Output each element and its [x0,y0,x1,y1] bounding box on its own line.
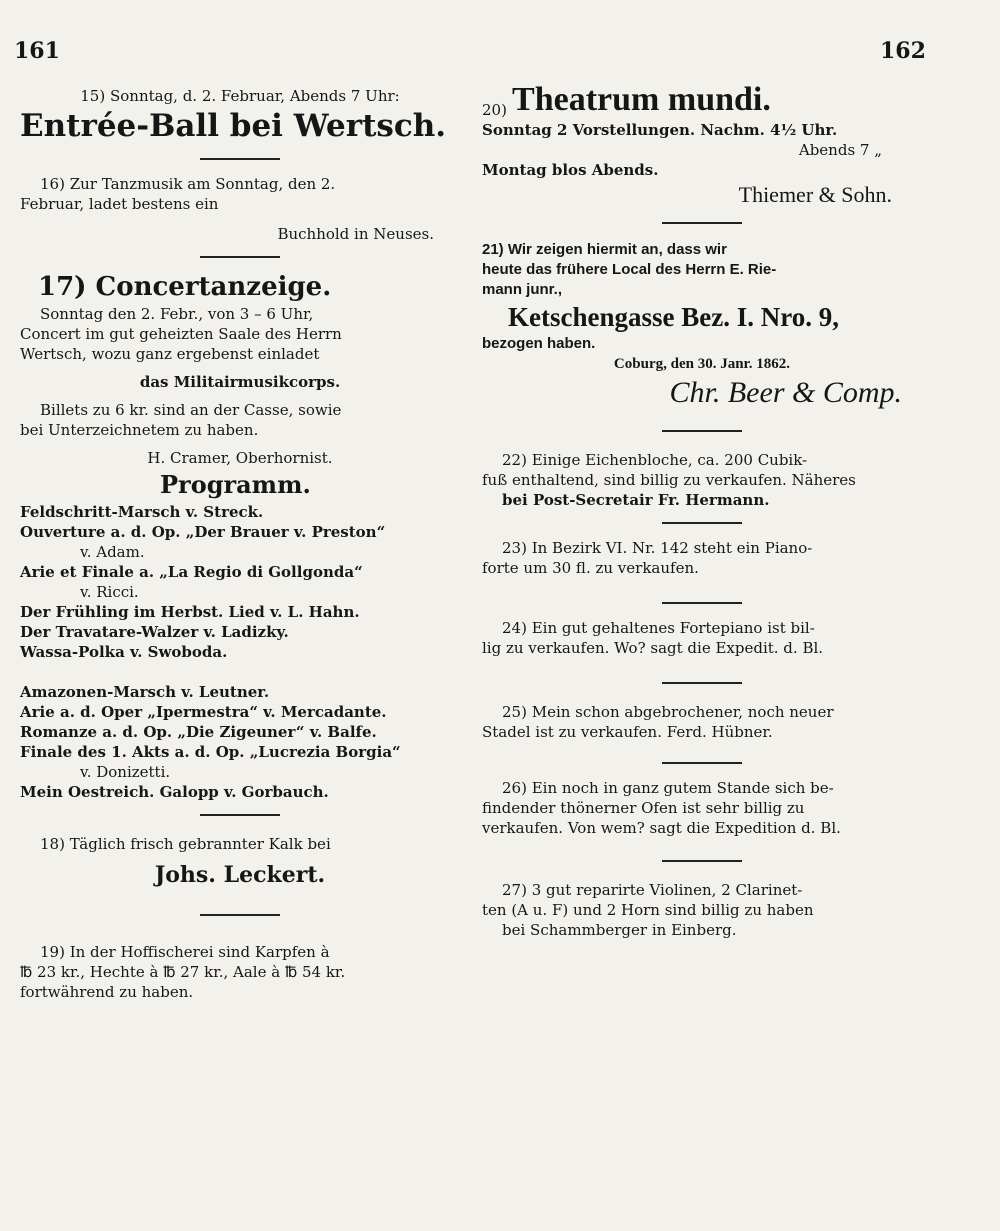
ad-21-signature: Chr. Beer & Comp. [669,376,902,409]
left-column [20,80,460,1002]
divider [662,860,742,862]
ad-17-signature: H. Cramer, Oberhornist. [147,449,333,467]
program-list [20,502,460,802]
ad-20-title: Theatrum mundi. [512,81,771,118]
ad-19 [20,942,460,1002]
divider [662,522,742,524]
ad-20-header [482,80,922,120]
ad-22 [482,450,922,510]
program-item: Der Frühling im Herbst. Lied v. L. Hahn. [20,603,360,621]
ad-18 [20,834,460,890]
program-item: Arie a. d. Oper „Ipermestra“ v. Mercadante. [20,703,387,721]
program-item: v. Ricci. [80,583,139,601]
ad-24 [482,618,922,658]
right-column [482,80,922,940]
page-number-left: 161 [14,38,60,64]
program-item: Ouverture a. d. Op. „Der Brauer v. Preston“ [20,523,386,541]
ad-19-line-3: fortwährend zu haben. [20,983,194,1001]
ad-17-line-3: Wertsch, wozu ganz ergebenst einladet [20,345,320,363]
ad-21-address: Ketschengasse Bez. I. Nro. 9, [508,302,839,332]
ad-21-line-4: bezogen haben. [482,335,596,352]
program-item-spacer [20,662,460,682]
ad-23-line-2: forte um 30 fl. zu verkaufen. [482,559,699,577]
divider [200,158,280,160]
ad-15-title: Entrée-Ball bei Wertsch. [20,108,447,144]
ad-21-line-1: 21) Wir zeigen hiermit an, dass wir [482,241,727,258]
ad-26-line-2: findender thönerner Ofen ist sehr billig zu [482,799,805,817]
ad-22-line-1: 22) Einige Eichenbloche, ca. 200 Cubik- [502,451,808,469]
ad-16-signature: Buchhold in Neuses. [277,225,434,243]
program-heading: Programm. [160,470,311,499]
program-item: Amazonen-Marsch v. Leutner. [20,683,270,701]
ad-22-line-3: bei Post-Secretair Fr. Hermann. [502,491,770,509]
ad-21-line-3: mann junr., [482,281,563,298]
ad-27-line-1: 27) 3 gut reparirte Violinen, 2 Clarinet- [502,881,803,899]
ad-17-line-1: Sonntag den 2. Febr., von 3 – 6 Uhr, [40,305,314,323]
ad-27-line-3: bei Schammberger in Einberg. [502,921,737,939]
ad-19-line-1: 19) In der Hoffischerei sind Karpfen à [40,943,330,961]
ad-25-line-2: Stadel ist zu verkaufen. Ferd. Hübner. [482,723,773,741]
program-item: v. Adam. [80,543,145,561]
ad-23 [482,538,922,578]
ad-22-line-2: fuß enthaltend, sind billig zu verkaufen. Näheres [482,471,856,489]
program-item: Mein Oestreich. Galopp v. Gorbauch. [20,783,329,801]
program-item: v. Donizetti. [80,763,171,781]
program-item: Arie et Finale a. „La Regio di Gollgonda“ [20,563,363,581]
ad-17-title: 17) Concertanzeige. [38,272,332,302]
ad-23-line-1: 23) In Bezirk VI. Nr. 142 steht ein Piano- [502,539,813,557]
program-item: Feldschritt-Marsch v. Streck. [20,503,264,521]
program-item: Finale des 1. Akts a. d. Op. „Lucrezia Borgia“ [20,743,401,761]
ad-27-line-2: ten (A u. F) und 2 Horn sind billig zu haben [482,901,814,919]
divider [200,256,280,258]
ad-21-line-2: heute das frühere Local des Herrn E. Rie- [482,261,777,278]
ad-16-line-2: Februar, ladet bestens ein [20,195,219,213]
ad-19-line-2: ℔ 23 kr., Hechte à ℔ 27 kr., Aale à ℔ 54 kr. [20,963,346,981]
divider [662,682,742,684]
ad-17 [20,270,460,802]
ad-15 [20,80,460,146]
ad-25-line-1: 25) Mein schon abgebrochener, noch neuer [502,703,834,721]
ad-16-line-1: 16) Zur Tanzmusik am Sonntag, den 2. [40,175,336,193]
ad-20-line-2: Abends 7 „ [798,141,882,159]
ad-20-signature: Thiemer & Sohn. [738,182,892,207]
ad-17-line-4: das Militairmusikcorps. [139,373,341,391]
divider [662,222,742,224]
ad-16 [20,174,460,244]
ad-20-line-3: Montag blos Abends. [482,161,659,179]
ad-20 [482,80,922,210]
ad-21-dateline: Coburg, den 30. Janr. 1862. [613,356,791,372]
ad-26 [482,778,922,838]
ad-17-line-2: Concert im gut geheizten Saale des Herrn [20,325,342,343]
divider [662,430,742,432]
program-item: Wassa-Polka v. Swoboda. [20,643,228,661]
ad-25 [482,702,922,742]
divider [200,914,280,916]
ad-26-line-3: verkaufen. Von wem? sagt die Expedition d. Bl. [482,819,841,837]
ad-20-number: 20) [482,101,507,119]
ad-24-line-2: lig zu verkaufen. Wo? sagt die Expedit. d. Bl. [482,639,824,657]
ad-26-line-1: 26) Ein noch in ganz gutem Stande sich be- [502,779,834,797]
ad-17-line-6: bei Unterzeichnetem zu haben. [20,421,259,439]
divider [200,814,280,816]
divider [662,602,742,604]
page-number-right: 162 [880,38,926,64]
ad-24-line-1: 24) Ein gut gehaltenes Fortepiano ist bil- [502,619,815,637]
program-item: Romanze a. d. Op. „Die Zigeuner“ v. Balfe. [20,723,377,741]
ad-17-line-5: Billets zu 6 kr. sind an der Casse, sowie [40,401,342,419]
ad-18-signature: Johs. Leckert. [154,862,326,888]
ad-18-line-1: 18) Täglich frisch gebrannter Kalk bei [40,835,331,853]
ad-21 [482,240,922,412]
ad-27 [482,880,922,940]
ad-15-line-1: 15) Sonntag, d. 2. Februar, Abends 7 Uhr: [80,87,400,105]
divider [662,762,742,764]
ad-20-line-1: Sonntag 2 Vorstellungen. Nachm. 4½ Uhr. [482,121,838,139]
program-item: Der Travatare-Walzer v. Ladizky. [20,623,289,641]
